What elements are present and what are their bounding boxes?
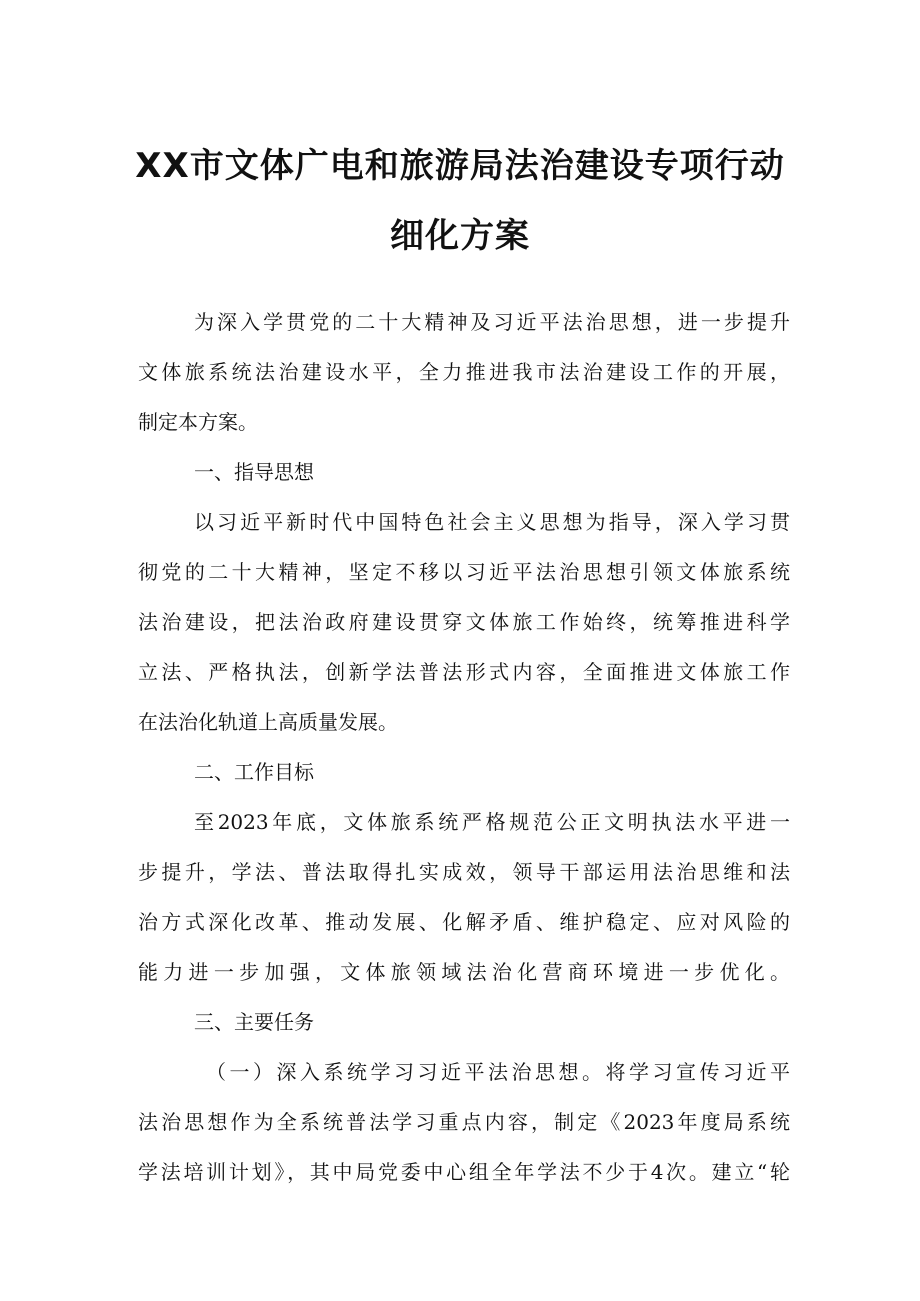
section-1-line-4: 立法、严格执法，创新学法普法形式内容，全面推进文体旅工作 <box>138 660 790 684</box>
section-1-line-2: 彻党的二十大精神，坚定不移以习近平法治思想引领文体旅系统 <box>138 560 790 584</box>
section-3-line-3: 学法培训计划》，其中局党委中心组全年学法不少于4次。建立“轮 <box>138 1160 790 1184</box>
section-3-heading: 三、主要任务 <box>194 1010 314 1034</box>
section-1-line-3: 法治建设，把法治政府建设贯穿文体旅工作始终，统筹推进科学 <box>138 610 790 634</box>
section-1-heading: 一、指导思想 <box>194 460 314 484</box>
section-3-line-2: 法治思想作为全系统普法学习重点内容，制定《2023年度局系统 <box>138 1110 790 1134</box>
section-3-line-1: （一）深入系统学习习近平法治思想。将学习宣传习近平 <box>206 1060 790 1084</box>
section-2-line-3: 治方式深化改革、推动发展、化解矛盾、维护稳定、应对风险的 <box>138 910 790 934</box>
section-2-line-2: 步提升，学法、普法取得扎实成效，领导干部运用法治思维和法 <box>138 860 790 884</box>
section-2-heading: 二、工作目标 <box>194 760 314 784</box>
section-2-line-4: 能力进一步加强，文体旅领域法治化营商环境进一步优化。 <box>138 960 790 984</box>
document-title-line-1: XX市文体广电和旅游局法治建设专项行动 <box>135 146 785 186</box>
intro-line-3: 制定本方案。 <box>138 410 258 434</box>
section-1-line-5: 在法治化轨道上高质量发展。 <box>138 710 398 734</box>
document-title-line-2: 细化方案 <box>390 216 530 256</box>
intro-line-1: 为深入学贯党的二十大精神及习近平法治思想，进一步提升 <box>194 310 790 334</box>
section-1-line-1: 以习近平新时代中国特色社会主义思想为指导，深入学习贯 <box>194 510 790 534</box>
section-2-line-1: 至2023年底，文体旅系统严格规范公正文明执法水平进一 <box>194 810 790 834</box>
intro-line-2: 文体旅系统法治建设水平，全力推进我市法治建设工作的开展， <box>138 360 790 384</box>
